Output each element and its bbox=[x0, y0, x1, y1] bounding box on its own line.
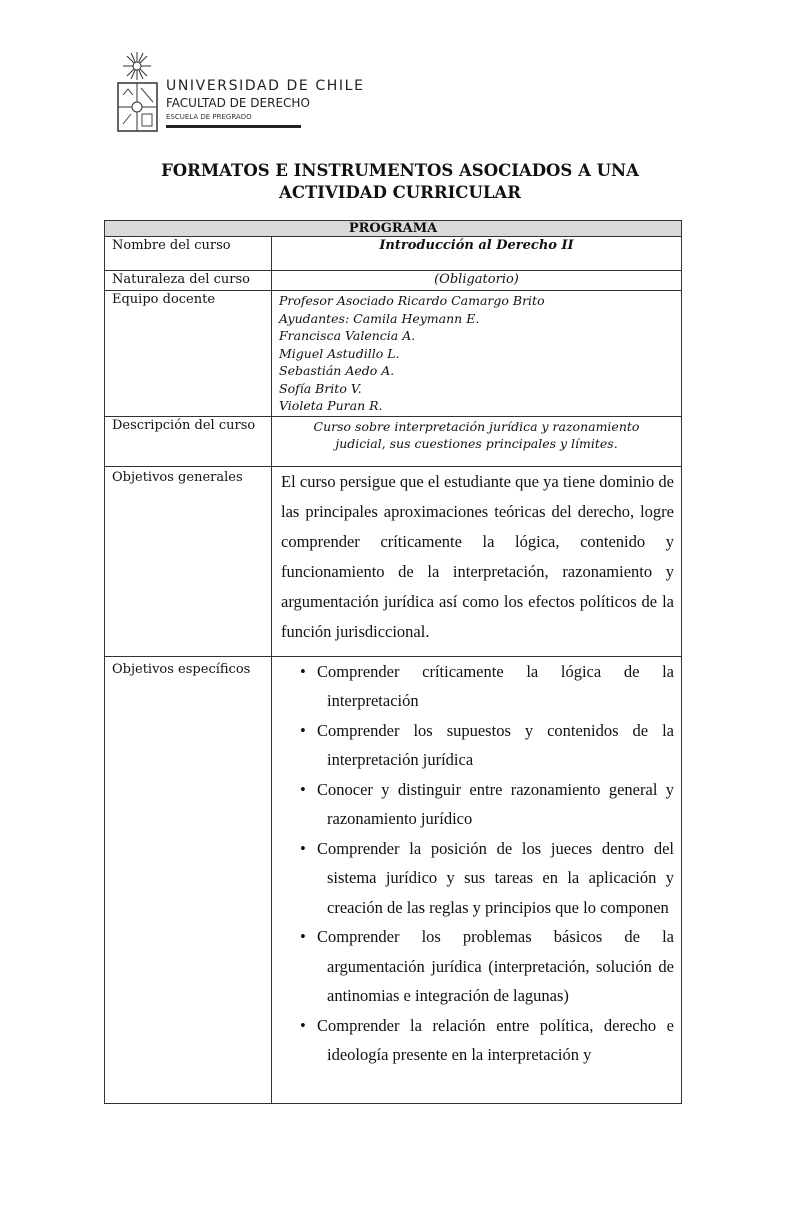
list-item bbox=[272, 716, 674, 775]
table-row bbox=[105, 466, 682, 656]
bullet-icon: • bbox=[300, 720, 306, 740]
table-row bbox=[105, 271, 682, 291]
table-row bbox=[105, 291, 682, 417]
header-divider bbox=[166, 125, 301, 128]
list-item bbox=[272, 834, 674, 923]
row-label: Descripción del curso bbox=[105, 416, 272, 466]
bullet-icon: • bbox=[300, 927, 306, 946]
program-table bbox=[104, 220, 682, 1104]
general-objectives: El curso persigue que el estudiante que ya tiene dominio de las principales aproximaciones teóricas del derecho, logre comprender críticamente la lógica, contenido y funcionamiento de la interpretación, razonamiento y argumentación jurídica así como los efectos políticos de la función jurisdiccional. bbox=[272, 466, 682, 656]
objective-text: Comprender críticamente la lógica de la interpretación bbox=[317, 661, 674, 710]
table-row bbox=[105, 416, 682, 466]
row-label: Equipo docente bbox=[105, 291, 272, 417]
team-member: Francisca Valencia A. bbox=[279, 328, 416, 343]
list-item bbox=[272, 775, 674, 834]
objective-text: Comprender los supuestos y contenidos de la interpretación jurídica bbox=[317, 720, 674, 769]
team-member: Sebastián Aedo A. bbox=[279, 363, 395, 378]
team-member: Profesor Asociado Ricardo Camargo Brito bbox=[279, 293, 545, 308]
objective-text: Comprender los problemas básicos de la argumentación jurídica (interpretación, solución de antinomias e integración de lagunas) bbox=[317, 927, 674, 1005]
bullet-icon: • bbox=[300, 661, 306, 681]
title-line-2: ACTIVIDAD CURRICULAR bbox=[279, 183, 521, 202]
objective-text: Comprender la relación entre política, derecho e ideología presente en la interpretación y bbox=[317, 1015, 674, 1064]
list-item bbox=[272, 922, 674, 1011]
row-label: Naturaleza del curso bbox=[105, 271, 272, 291]
bullet-icon: • bbox=[300, 838, 306, 858]
list-item bbox=[272, 1011, 674, 1070]
title-line-1: FORMATOS E INSTRUMENTOS ASOCIADOS A UNA bbox=[161, 161, 639, 180]
document-title bbox=[100, 160, 700, 204]
teaching-team bbox=[272, 291, 682, 417]
list-item bbox=[272, 657, 674, 716]
university-name: UNIVERSIDAD DE CHILE bbox=[166, 78, 365, 94]
course-nature: (Obligatorio) bbox=[272, 271, 682, 291]
university-crest-logo bbox=[115, 50, 160, 135]
row-label: Objetivos generales bbox=[105, 466, 272, 656]
team-member: Sofía Brito V. bbox=[279, 380, 362, 396]
objective-text: Conocer y distinguir entre razonamiento general y razonamiento jurídico bbox=[317, 779, 674, 828]
objective-text: Comprender la posición de los jueces dentro del sistema jurídico y sus tareas en la aplicación y creación de las reglas y principios que lo componen bbox=[317, 838, 674, 917]
faculty-name: FACULTAD DE DERECHO bbox=[166, 96, 310, 110]
course-description: Curso sobre interpretación jurídica y razonamiento judicial, sus cuestiones principales y límites. bbox=[272, 416, 682, 466]
school-name: ESCUELA DE PREGRADO bbox=[166, 113, 252, 121]
table-row bbox=[105, 656, 682, 1103]
course-name: Introducción al Derecho II bbox=[272, 237, 682, 271]
table-header: PROGRAMA bbox=[105, 221, 682, 237]
team-member: Ayudantes: Camila Heymann E. bbox=[279, 310, 480, 326]
row-label: Objetivos específicos bbox=[105, 656, 272, 1103]
bullet-icon: • bbox=[300, 779, 306, 799]
row-label: Nombre del curso bbox=[105, 237, 272, 271]
bullet-icon: • bbox=[300, 1015, 306, 1035]
team-member: Miguel Astudillo L. bbox=[279, 345, 400, 361]
table-row bbox=[105, 237, 682, 271]
specific-objectives bbox=[272, 656, 682, 1103]
team-member: Violeta Puran R. bbox=[279, 398, 383, 413]
